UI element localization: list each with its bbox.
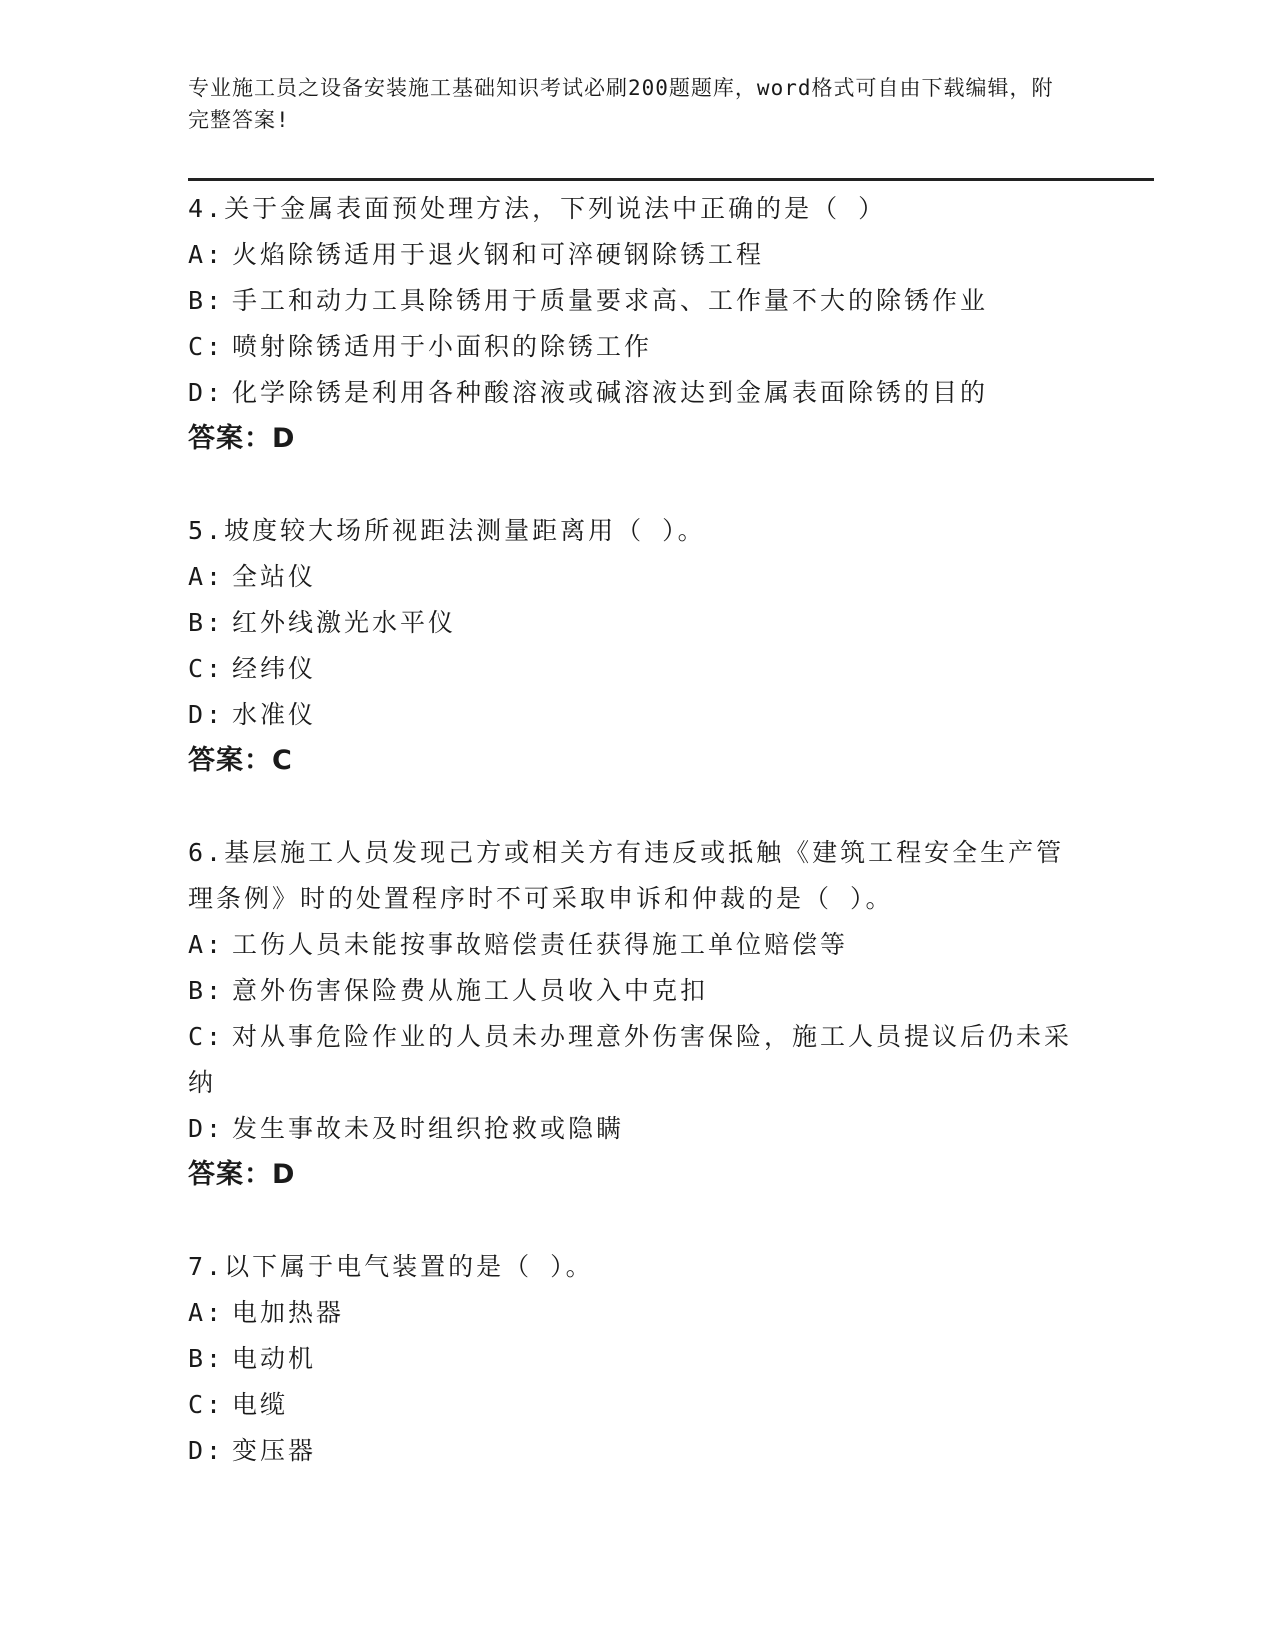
option-text: 喷射除锈适用于小面积的除锈工作: [232, 332, 653, 361]
option-text: 化学除锈是利用各种酸溶液或碱溶液达到金属表面除锈的目的: [232, 378, 989, 407]
option-key: C:: [188, 1390, 225, 1419]
option-key: D:: [188, 1114, 225, 1143]
question-stem: 4.关于金属表面预处理方法，下列说法中正确的是（ ）: [188, 194, 887, 223]
option-c: [188, 1382, 1088, 1428]
option-a: [188, 1290, 1088, 1336]
option-d: [188, 370, 1088, 416]
option-text: 手工和动力工具除锈用于质量要求高、工作量不大的除锈作业: [232, 286, 989, 315]
option-c: [188, 1014, 1088, 1106]
option-text: 电缆: [232, 1390, 289, 1419]
option-a: [188, 922, 1088, 968]
option-key: B:: [188, 286, 225, 315]
option-text: 红外线激光水平仪: [232, 608, 457, 637]
answer-label: 答案：D: [188, 423, 296, 454]
question-4: [188, 186, 1088, 462]
option-c: [188, 324, 1088, 370]
question-list: [188, 186, 1088, 1520]
option-a: [188, 232, 1088, 278]
option-c: [188, 646, 1088, 692]
option-b: [188, 278, 1088, 324]
answer-label: 答案：D: [188, 1159, 296, 1190]
option-key: A:: [188, 930, 225, 959]
option-text: 意外伤害保险费从施工人员收入中克扣: [232, 976, 709, 1005]
option-key: B:: [188, 976, 225, 1005]
question-7: [188, 1244, 1088, 1474]
header-divider: [188, 178, 1154, 181]
question-5: [188, 508, 1088, 784]
option-b: [188, 600, 1088, 646]
option-text: 经纬仪: [232, 654, 317, 683]
answer-label: 答案：C: [188, 745, 293, 776]
option-key: C:: [188, 654, 225, 683]
option-text: 工伤人员未能按事故赔偿责任获得施工单位赔偿等: [232, 930, 849, 959]
option-text: 电加热器: [232, 1298, 345, 1327]
option-text: 变压器: [232, 1436, 317, 1465]
option-d: [188, 1428, 1088, 1474]
option-key: B:: [188, 1344, 225, 1373]
page-header: [188, 72, 1068, 136]
option-key: A:: [188, 1298, 225, 1327]
question-stem: 7.以下属于电气装置的是（ ）。: [188, 1252, 594, 1281]
option-d: [188, 692, 1088, 738]
option-text: 水准仪: [232, 700, 317, 729]
option-text: 电动机: [232, 1344, 317, 1373]
option-a: [188, 554, 1088, 600]
option-key: A:: [188, 562, 225, 591]
option-key: C:: [188, 332, 225, 361]
question-stem: 6.基层施工人员发现己方或相关方有违反或抵触《建筑工程安全生产管理条例》时的处置程序时不可采取申诉和仲裁的是（ ）。: [188, 838, 1065, 913]
question-stem: 5.坡度较大场所视距法测量距离用（ ）。: [188, 516, 706, 545]
option-text: 发生事故未及时组织抢救或隐瞒: [232, 1114, 625, 1143]
option-key: D:: [188, 1436, 225, 1465]
option-key: B:: [188, 608, 225, 637]
option-text: 全站仪: [232, 562, 317, 591]
document-title: 专业施工员之设备安装施工基础知识考试必刷200题题库，word格式可自由下载编辑，附完整答案!: [188, 76, 1054, 132]
option-key: D:: [188, 378, 225, 407]
option-b: [188, 1336, 1088, 1382]
option-d: [188, 1106, 1088, 1152]
option-text: 对从事危险作业的人员未办理意外伤害保险，施工人员提议后仍未采纳: [188, 1022, 1073, 1097]
option-key: D:: [188, 700, 225, 729]
option-b: [188, 968, 1088, 1014]
option-key: A:: [188, 240, 225, 269]
option-text: 火焰除锈适用于退火钢和可淬硬钢除锈工程: [232, 240, 765, 269]
option-key: C:: [188, 1022, 225, 1051]
question-6: [188, 830, 1088, 1198]
